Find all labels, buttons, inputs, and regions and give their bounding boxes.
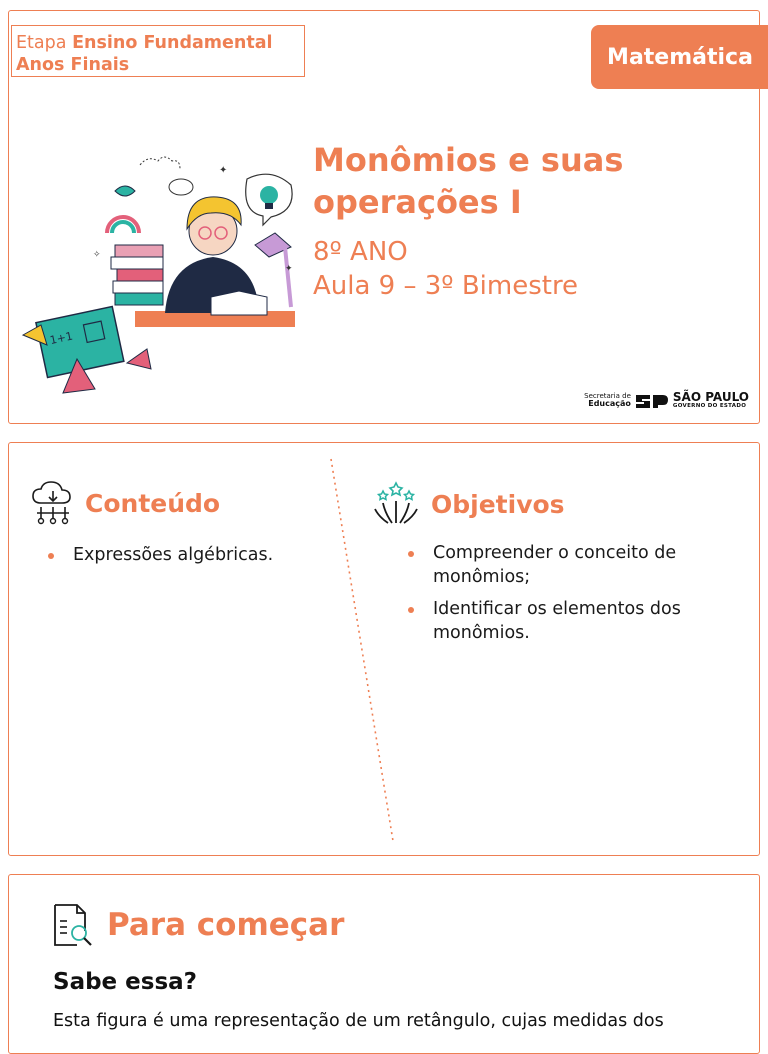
sp-government-logo (584, 391, 749, 409)
list-item: Compreender o conceito de monômios; (407, 541, 737, 589)
objectives-heading (371, 479, 565, 529)
stage-value-line1: Ensino Fundamental (72, 33, 273, 53)
objectives-title: Objetivos (431, 489, 565, 519)
document-search-icon (49, 901, 97, 949)
stage-box (11, 25, 305, 77)
student-illustration (15, 147, 307, 405)
content-heading (31, 481, 220, 525)
content-title: Conteúdo (85, 488, 221, 518)
content-objectives-slide (8, 442, 760, 856)
grade-label: 8º ANO (313, 237, 408, 267)
para-comecar-title: Para começar (107, 907, 345, 943)
objectives-list (407, 541, 737, 653)
secretaria-text: Secretaria de (584, 392, 631, 400)
governo-text: GOVERNO DO ESTADO (672, 402, 747, 409)
stage-label: Etapa (16, 33, 67, 53)
stage-value-line2: Anos Finais (16, 55, 130, 75)
cover-slide (8, 10, 760, 424)
para-comecar-slide (8, 874, 760, 1054)
svg-text:✧: ✧ (93, 250, 101, 260)
lesson-label: Aula 9 – 3º Bimestre (313, 271, 579, 301)
subject-tab (591, 25, 768, 89)
cloud-network-icon (31, 481, 75, 525)
educacao-text: Educação (588, 399, 631, 408)
sao-paulo-text: SÃO PAULO (672, 389, 749, 404)
para-comecar-heading (49, 901, 344, 949)
svg-text:✦: ✦ (285, 264, 293, 274)
sp-text-block (672, 389, 749, 409)
subject-label: Matemática (607, 44, 753, 70)
lesson-title (313, 139, 733, 223)
lesson-subtitle (313, 235, 578, 303)
secretaria-label (584, 392, 631, 408)
svg-text:✦: ✦ (219, 165, 228, 176)
list-item: Identificar os elementos dos monômios. (407, 597, 737, 645)
lesson-title-line1: Monômios e suas (313, 141, 624, 179)
sabe-essa-subheading: Sabe essa? (53, 969, 197, 995)
fireworks-icon (371, 479, 421, 529)
sp-map-icon (635, 391, 669, 409)
list-item: Expressões algébricas. (47, 543, 317, 567)
intro-paragraph: Esta figura é uma representação de um retângulo, cujas medidas dos (53, 1011, 664, 1031)
lesson-title-line2: operações I (313, 183, 522, 221)
svg-text:1+1: 1+1 (48, 329, 75, 348)
content-list (47, 543, 317, 575)
